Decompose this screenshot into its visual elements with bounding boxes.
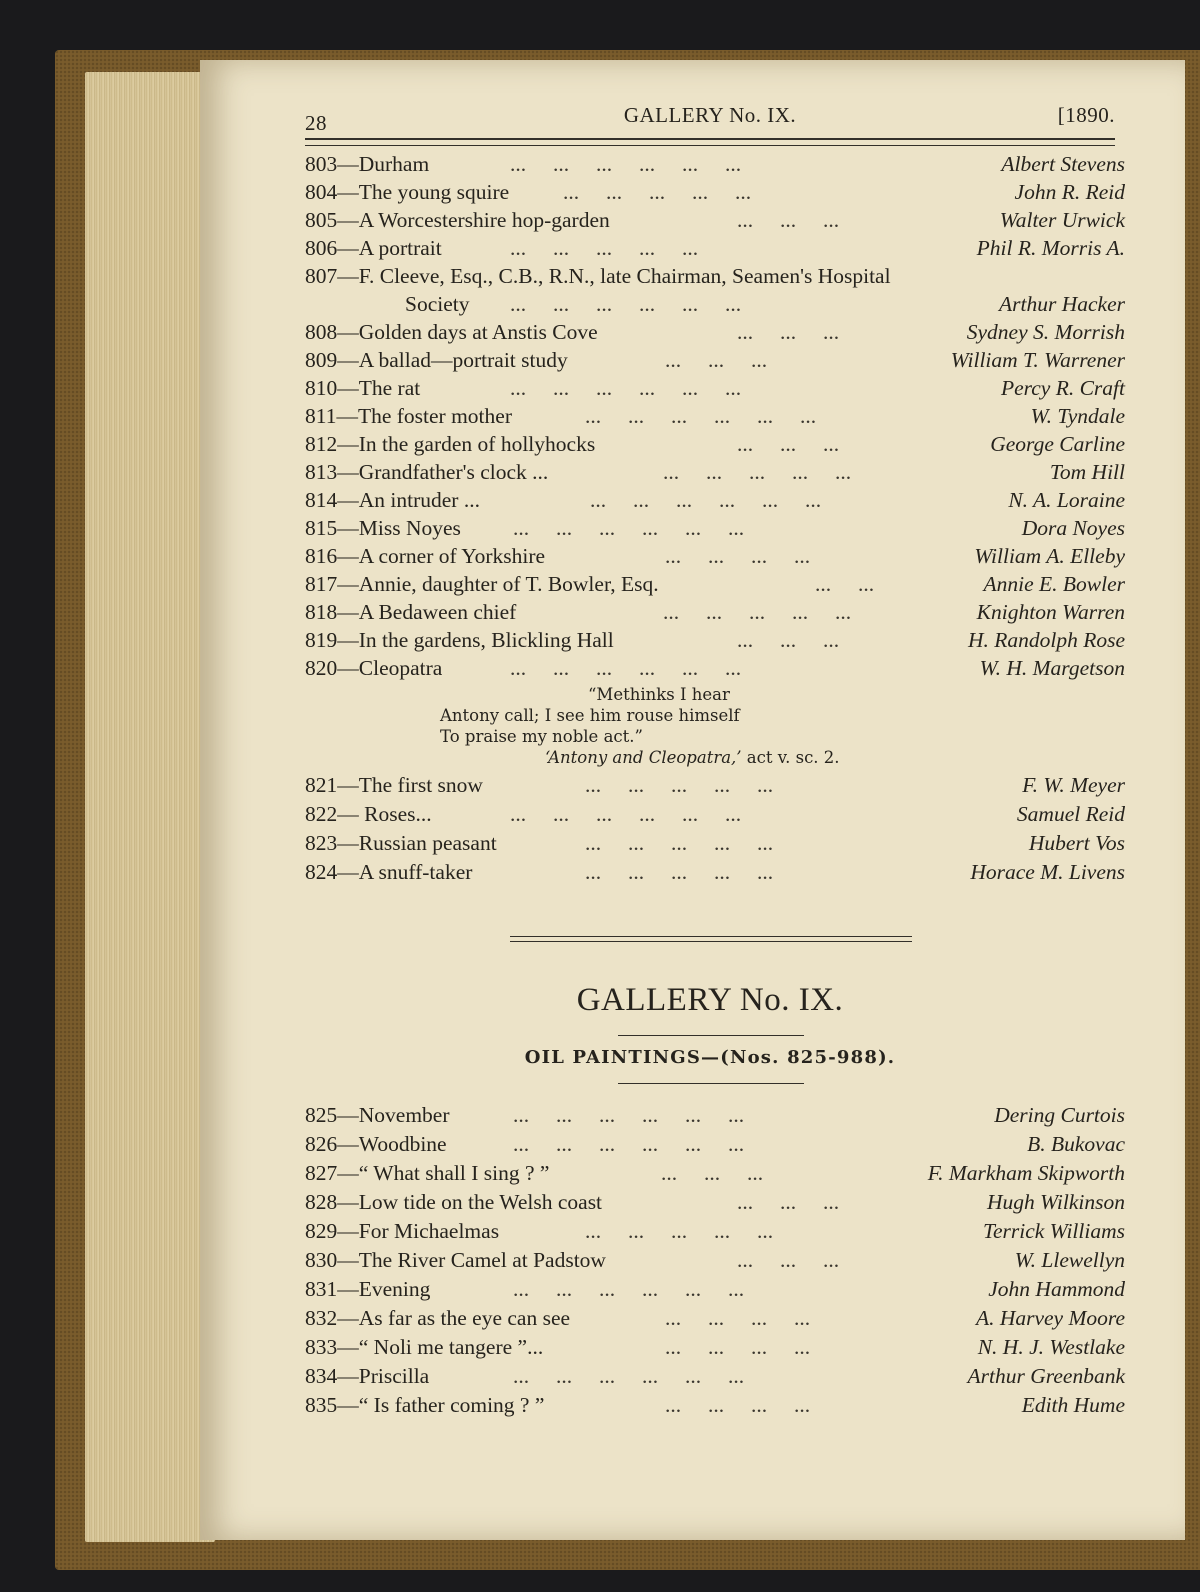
leader-dots: ... ... ... ... (665, 1306, 811, 1330)
entry-title: 816—A corner of Yorkshire (305, 544, 546, 568)
list-item (305, 1306, 1125, 1334)
list-item (305, 1219, 1125, 1247)
list-item (305, 1364, 1125, 1392)
entry-title: 824—A snuff-taker (305, 860, 473, 884)
list-item (305, 432, 1125, 460)
list-item (305, 404, 1125, 432)
leader-dots: ... ... ... ... (665, 1335, 811, 1359)
entry-artist: F. Markham Skipworth (927, 1161, 1125, 1185)
list-item (305, 376, 1125, 404)
entry-title: 808—Golden days at Anstis Cove (305, 320, 598, 344)
header-rule (305, 138, 1115, 146)
entry-title: 823—Russian peasant (305, 831, 497, 855)
leader-dots: ... ... ... (737, 1190, 840, 1214)
leader-dots: ... ... ... (737, 320, 840, 344)
quote-line: Antony call; I see him rouse himself (440, 706, 740, 725)
leader-dots: ... ... ... (737, 432, 840, 456)
quote-source (440, 747, 870, 768)
entry-title: 834—Priscilla (305, 1364, 430, 1388)
quotation (440, 684, 870, 768)
entry-artist: Dering Curtois (994, 1103, 1125, 1127)
page-edges (85, 72, 215, 1542)
leader-dots: ... ... ... ... ... (663, 600, 852, 624)
entry-title: 832—As far as the eye can see (305, 1306, 571, 1330)
list-item (305, 1161, 1125, 1189)
entry-artist: Arthur Greenbank (967, 1364, 1125, 1388)
leader-dots: ... ... ... ... ... ... (510, 656, 742, 680)
entry-title: 830—The River Camel at Padstow (305, 1248, 606, 1272)
list-item (305, 600, 1125, 628)
entry-title: 831—Evening (305, 1277, 431, 1301)
entry-artist: John Hammond (988, 1277, 1125, 1301)
leader-dots: ... ... ... ... ... (585, 831, 774, 855)
entry-artist: H. Randolph Rose (967, 628, 1125, 652)
running-title: GALLERY No. IX. (623, 103, 797, 127)
entry-artist: Dora Noyes (1021, 516, 1125, 540)
list-item (305, 1335, 1125, 1363)
list-item (305, 180, 1125, 208)
leader-dots: ... ... ... (737, 628, 840, 652)
entry-artist: A. Harvey Moore (975, 1306, 1125, 1330)
running-year: [1890. (1057, 103, 1115, 127)
entry-artist: Annie E. Bowler (983, 572, 1125, 596)
leader-dots: ... ... ... (737, 208, 840, 232)
list-item (305, 860, 1125, 888)
entry-title: 822— Roses... (305, 802, 432, 826)
title-rule (618, 1035, 804, 1036)
leader-dots: ... ... ... ... (665, 1393, 811, 1417)
leader-dots: ... ... ... ... ... ... (513, 1103, 745, 1127)
leader-dots: ... ... ... ... ... ... (590, 488, 822, 512)
entry-artist: Phil R. Morris A. (976, 236, 1125, 260)
entry-title: 819—In the gardens, Blickling Hall (305, 628, 614, 652)
list-item (305, 236, 1125, 264)
leader-dots: ... ... ... ... ... (585, 860, 774, 884)
list-item (305, 460, 1125, 488)
leader-dots: ... ... ... ... ... (563, 180, 752, 204)
list-item (305, 544, 1125, 572)
entry-title: 827—“ What shall I sing ? ” (305, 1161, 550, 1185)
entry-title: 821—The first snow (305, 773, 483, 797)
catalogue-page (200, 60, 1185, 1540)
list-item (305, 572, 1125, 600)
leader-dots: ... ... ... (661, 1161, 764, 1185)
leader-dots: ... ... ... ... ... ... (513, 1277, 745, 1301)
entry-artist: William A. Elleby (974, 544, 1125, 568)
entry-title: 805—A Worcestershire hop-garden (305, 208, 610, 232)
entry-title: 833—“ Noli me tangere ”... (305, 1335, 544, 1359)
leader-dots: ... ... ... ... ... ... (513, 516, 745, 540)
entry-artist: Horace M. Livens (970, 860, 1125, 884)
quote-line: “Methinks I hear (588, 685, 730, 704)
list-item (305, 1248, 1125, 1276)
list-item (305, 1103, 1125, 1131)
entry-artist: N. A. Loraine (1008, 488, 1125, 512)
entry-artist: Percy R. Craft (1001, 376, 1125, 400)
quote-work: ‘Antony and Cleopatra,’ (545, 748, 742, 767)
leader-dots: ... ... ... ... (665, 544, 811, 568)
leader-dots: ... ... ... ... ... ... (513, 1132, 745, 1156)
list-item (305, 1277, 1125, 1305)
list-item (305, 208, 1125, 236)
entry-artist: W. Llewellyn (1014, 1248, 1125, 1272)
list-item (305, 1132, 1125, 1160)
quote-reference: act v. sc. 2. (741, 748, 840, 767)
entry-artist: William T. Warrener (950, 348, 1125, 372)
list-item (305, 292, 1125, 320)
list-item (305, 1190, 1125, 1218)
section-subtitle: OIL PAINTINGS—(Nos. 825-988). (524, 1047, 896, 1068)
entry-title: 829—For Michaelmas (305, 1219, 500, 1243)
entry-artist: Terrick Williams (983, 1219, 1125, 1243)
entry-title: 817—Annie, daughter of T. Bowler, Esq. (305, 572, 659, 596)
entry-artist: Albert Stevens (1001, 152, 1125, 176)
entry-artist: B. Bukovac (1027, 1132, 1125, 1156)
leader-dots: ... ... ... ... ... ... (510, 152, 742, 176)
list-item (305, 628, 1125, 656)
list-item (305, 1393, 1125, 1421)
leader-dots: ... ... ... ... ... ... (510, 802, 742, 826)
entry-artist: N. H. J. Westlake (977, 1335, 1125, 1359)
page-number: 28 (305, 111, 327, 135)
list-item (305, 773, 1125, 801)
leader-dots: ... ... ... ... ... ... (510, 376, 742, 400)
list-item (305, 264, 1125, 292)
entry-title: 807—F. Cleeve, Esq., C.B., R.N., late Chairman, Seamen's Hospital (305, 264, 891, 288)
entry-title: 828—Low tide on the Welsh coast (305, 1190, 603, 1214)
entry-artist: Arthur Hacker (999, 292, 1125, 316)
entry-artist: Samuel Reid (1016, 802, 1125, 826)
leader-dots: ... ... (815, 572, 875, 596)
entry-title: 812—In the garden of hollyhocks (305, 432, 596, 456)
list-item (305, 488, 1125, 516)
entry-title: 804—The young squire (305, 180, 510, 204)
leader-dots: ... ... ... ... ... (585, 1219, 774, 1243)
entry-title: 815—Miss Noyes (305, 516, 461, 540)
section-title: GALLERY No. IX. (576, 982, 844, 1018)
leader-dots: ... ... ... ... ... (585, 773, 774, 797)
entry-title: 826—Woodbine (305, 1132, 447, 1156)
list-item (305, 831, 1125, 859)
entry-title: 806—A portrait (305, 236, 442, 260)
entry-title: 818—A Bedaween chief (305, 600, 517, 624)
entry-artist: Walter Urwick (999, 208, 1125, 232)
entry-artist: Sydney S. Morrish (966, 320, 1125, 344)
entry-artist: George Carline (990, 432, 1125, 456)
entry-artist: W. H. Margetson (979, 656, 1125, 680)
leader-dots: ... ... ... (665, 348, 768, 372)
leader-dots: ... ... ... ... ... ... (513, 1364, 745, 1388)
entry-title: 809—A ballad—portrait study (305, 348, 568, 372)
entry-title: 814—An intruder ... (305, 488, 480, 512)
list-item (305, 802, 1125, 830)
subtitle-rule (618, 1083, 804, 1084)
leader-dots: ... ... ... ... ... ... (585, 404, 817, 428)
section-divider (510, 936, 912, 942)
entry-title: 813—Grandfather's clock ... (305, 460, 549, 484)
list-item (305, 152, 1125, 180)
entry-title: 825—November (305, 1103, 450, 1127)
list-item (305, 348, 1125, 376)
leader-dots: ... ... ... ... ... (510, 236, 699, 260)
leader-dots: ... ... ... ... ... (663, 460, 852, 484)
list-item (305, 656, 1125, 684)
entry-artist: Knighton Warren (976, 600, 1125, 624)
entry-artist: F. W. Meyer (1022, 773, 1125, 797)
entry-title: 820—Cleopatra (305, 656, 443, 680)
entry-title: Society (405, 292, 470, 316)
entry-artist: Tom Hill (1049, 460, 1125, 484)
running-head (305, 103, 1115, 137)
entry-title: 811—The foster mother (305, 404, 512, 428)
entry-title: 810—The rat (305, 376, 421, 400)
entry-artist: W. Tyndale (1030, 404, 1125, 428)
leader-dots: ... ... ... ... ... ... (510, 292, 742, 316)
entry-artist: Edith Hume (1021, 1393, 1125, 1417)
entry-artist: Hugh Wilkinson (987, 1190, 1125, 1214)
list-item (305, 320, 1125, 348)
list-item (305, 516, 1125, 544)
entry-title: 803—Durham (305, 152, 430, 176)
entry-artist: John R. Reid (1014, 180, 1125, 204)
quote-line: To praise my noble act.” (440, 727, 643, 746)
entry-artist: Hubert Vos (1028, 831, 1125, 855)
leader-dots: ... ... ... (737, 1248, 840, 1272)
entry-title: 835—“ Is father coming ? ” (305, 1393, 545, 1417)
